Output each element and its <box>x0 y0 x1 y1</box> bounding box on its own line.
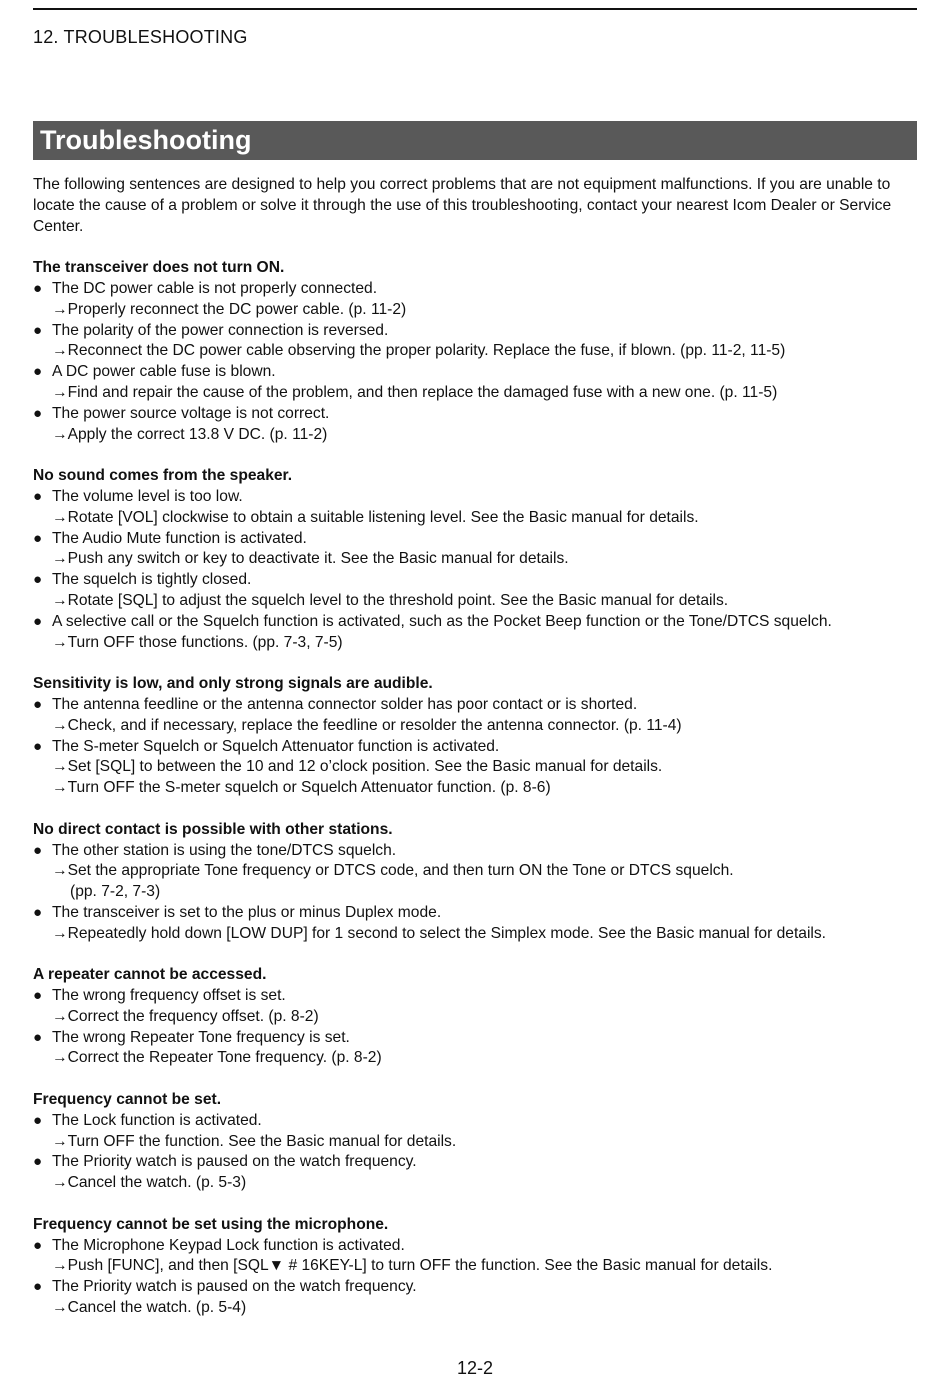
solution-reference: (pp. 7-2, 7-3) <box>70 883 161 901</box>
solution-text: →Push [FUNC], and then [SQL▼ # 16KEY-L] to turn OFF the function. See the Basic manual for details. <box>52 1257 773 1275</box>
problem-item <box>33 404 917 425</box>
section-heading: No sound comes from the speaker. <box>33 467 293 485</box>
problem-item <box>33 487 917 508</box>
problem-cause: A DC power cable fuse is blown. <box>52 363 276 381</box>
solution-text: →Check, and if necessary, replace the feedline or resolder the antenna connector. (p. 11-4) <box>52 716 682 734</box>
troubleshooting-section <box>33 466 917 653</box>
problem-cause: The transceiver is set to the plus or minus Duplex mode. <box>52 903 442 921</box>
section-heading: A repeater cannot be accessed. <box>33 966 267 984</box>
problem-cause: The power source voltage is not correct. <box>52 404 330 422</box>
problem-cause: The Lock function is activated. <box>52 1111 262 1129</box>
troubleshooting-section <box>33 674 917 799</box>
problem-cause: The S-meter Squelch or Squelch Attenuator function is activated. <box>52 737 500 755</box>
bullet-icon: ● <box>33 404 43 422</box>
problem-item <box>33 529 917 550</box>
problem-item <box>33 986 917 1007</box>
solution-text: →Correct the frequency offset. (p. 8-2) <box>52 1007 319 1025</box>
problem-item <box>33 279 917 300</box>
problem-cause: The Priority watch is paused on the watch frequency. <box>52 1278 417 1296</box>
bullet-icon: ● <box>33 1153 43 1171</box>
problem-cause: A selective call or the Squelch function is activated, such as the Pocket Beep function or the Tone/DTCS squelch. <box>52 612 832 630</box>
content <box>33 175 917 1319</box>
bullet-icon: ● <box>33 1236 43 1254</box>
problem-cause: The wrong frequency offset is set. <box>52 987 286 1005</box>
problem-item <box>33 570 917 591</box>
section-heading: Frequency cannot be set using the microphone. <box>33 1215 389 1233</box>
bullet-icon: ● <box>33 841 43 859</box>
intro-paragraph: The following sentences are designed to help you correct problems that are not equipment malfunctions. If you are unable to locate the cause of a problem or solve it through the use of this troubleshooting, contact your nearest Icom Dealer or Service Center. <box>33 176 892 235</box>
section-heading: Frequency cannot be set. <box>33 1091 222 1109</box>
problem-item <box>33 321 917 342</box>
top-rule <box>33 8 917 10</box>
problem-item <box>33 903 917 924</box>
solution-text: →Rotate [SQL] to adjust the squelch level to the threshold point. See the Basic manual for details. <box>52 591 729 609</box>
problem-cause: The antenna feedline or the antenna connector solder has poor contact or is shorted. <box>52 695 638 713</box>
problem-cause: The other station is using the tone/DTCS squelch. <box>52 841 397 859</box>
solution-text: →Turn OFF the S-meter squelch or Squelch Attenuator function. (p. 8-6) <box>52 779 551 797</box>
chapter-header: 12. TROUBLESHOOTING <box>33 27 248 47</box>
solution-text: →Turn OFF those functions. (pp. 7-3, 7-5) <box>52 633 343 651</box>
problem-cause: The polarity of the power connection is reversed. <box>52 321 389 339</box>
solution-text: →Properly reconnect the DC power cable. (p. 11-2) <box>52 300 407 318</box>
troubleshooting-section <box>33 1090 917 1194</box>
solution-text: →Find and repair the cause of the problem, and then replace the damaged fuse with a new one. (p. 11-5) <box>52 383 778 401</box>
troubleshooting-section <box>33 1215 917 1319</box>
bullet-icon: ● <box>33 279 43 297</box>
problem-cause: The DC power cable is not properly connected. <box>52 279 378 297</box>
bullet-icon: ● <box>33 363 43 381</box>
problem-item <box>33 841 917 862</box>
problem-cause: The wrong Repeater Tone frequency is set. <box>52 1028 350 1046</box>
troubleshooting-section <box>33 820 917 945</box>
solution-text: →Rotate [VOL] clockwise to obtain a suitable listening level. See the Basic manual for details. <box>52 508 699 526</box>
bullet-icon: ● <box>33 737 43 755</box>
problem-item <box>33 612 917 633</box>
solution-text: →Repeatedly hold down [LOW DUP] for 1 second to select the Simplex mode. See the Basic manual for details. <box>52 924 827 942</box>
page-number: 12-2 <box>456 1358 494 1378</box>
problem-item <box>33 1028 917 1049</box>
problem-cause: The squelch is tightly closed. <box>52 571 252 589</box>
bullet-icon: ● <box>33 529 43 547</box>
solution-text: →Apply the correct 13.8 V DC. (p. 11-2) <box>52 425 328 443</box>
bullet-icon: ● <box>33 571 43 589</box>
troubleshooting-section <box>33 258 917 445</box>
problem-item <box>33 737 917 758</box>
troubleshooting-section <box>33 965 917 1069</box>
solution-text: →Push any switch or key to deactivate it. See the Basic manual for details. <box>52 550 569 568</box>
bullet-icon: ● <box>33 695 43 713</box>
problem-cause: The Audio Mute function is activated. <box>52 529 307 547</box>
section-heading: No direct contact is possible with other stations. <box>33 820 393 838</box>
solution-text: →Cancel the watch. (p. 5-4) <box>52 1299 247 1317</box>
solution-text: →Reconnect the DC power cable observing the proper polarity. Replace the fuse, if blown. (pp. 11-2, 11-5) <box>52 342 786 360</box>
bullet-icon: ● <box>33 487 43 505</box>
problem-cause: The Microphone Keypad Lock function is activated. <box>52 1236 405 1254</box>
section-heading: The transceiver does not turn ON. <box>33 259 285 277</box>
bullet-icon: ● <box>33 903 43 921</box>
section-heading: Sensitivity is low, and only strong signals are audible. <box>33 675 433 693</box>
bullet-icon: ● <box>33 321 43 339</box>
page-title: Troubleshooting <box>33 121 917 160</box>
troubleshooting-sections <box>33 258 917 1319</box>
problem-item <box>33 1236 917 1257</box>
problem-item <box>33 362 917 383</box>
bullet-icon: ● <box>33 1111 43 1129</box>
bullet-icon: ● <box>33 1278 43 1296</box>
solution-text: →Cancel the watch. (p. 5-3) <box>52 1174 247 1192</box>
problem-item <box>33 1111 917 1132</box>
problem-item <box>33 695 917 716</box>
bullet-icon: ● <box>33 1028 43 1046</box>
solution-text: →Set the appropriate Tone frequency or DTCS code, and then turn ON the Tone or DTCS squelch. <box>52 862 734 880</box>
solution-text: →Set [SQL] to between the 10 and 12 o’clock position. See the Basic manual for details. <box>52 758 663 776</box>
problem-cause: The Priority watch is paused on the watch frequency. <box>52 1153 417 1171</box>
problem-item <box>33 1152 917 1173</box>
problem-cause: The volume level is too low. <box>52 487 243 505</box>
solution-text: →Correct the Repeater Tone frequency. (p. 8-2) <box>52 1049 382 1067</box>
problem-item <box>33 1277 917 1298</box>
bullet-icon: ● <box>33 612 43 630</box>
solution-text: →Turn OFF the function. See the Basic manual for details. <box>52 1132 457 1150</box>
bullet-icon: ● <box>33 987 43 1005</box>
